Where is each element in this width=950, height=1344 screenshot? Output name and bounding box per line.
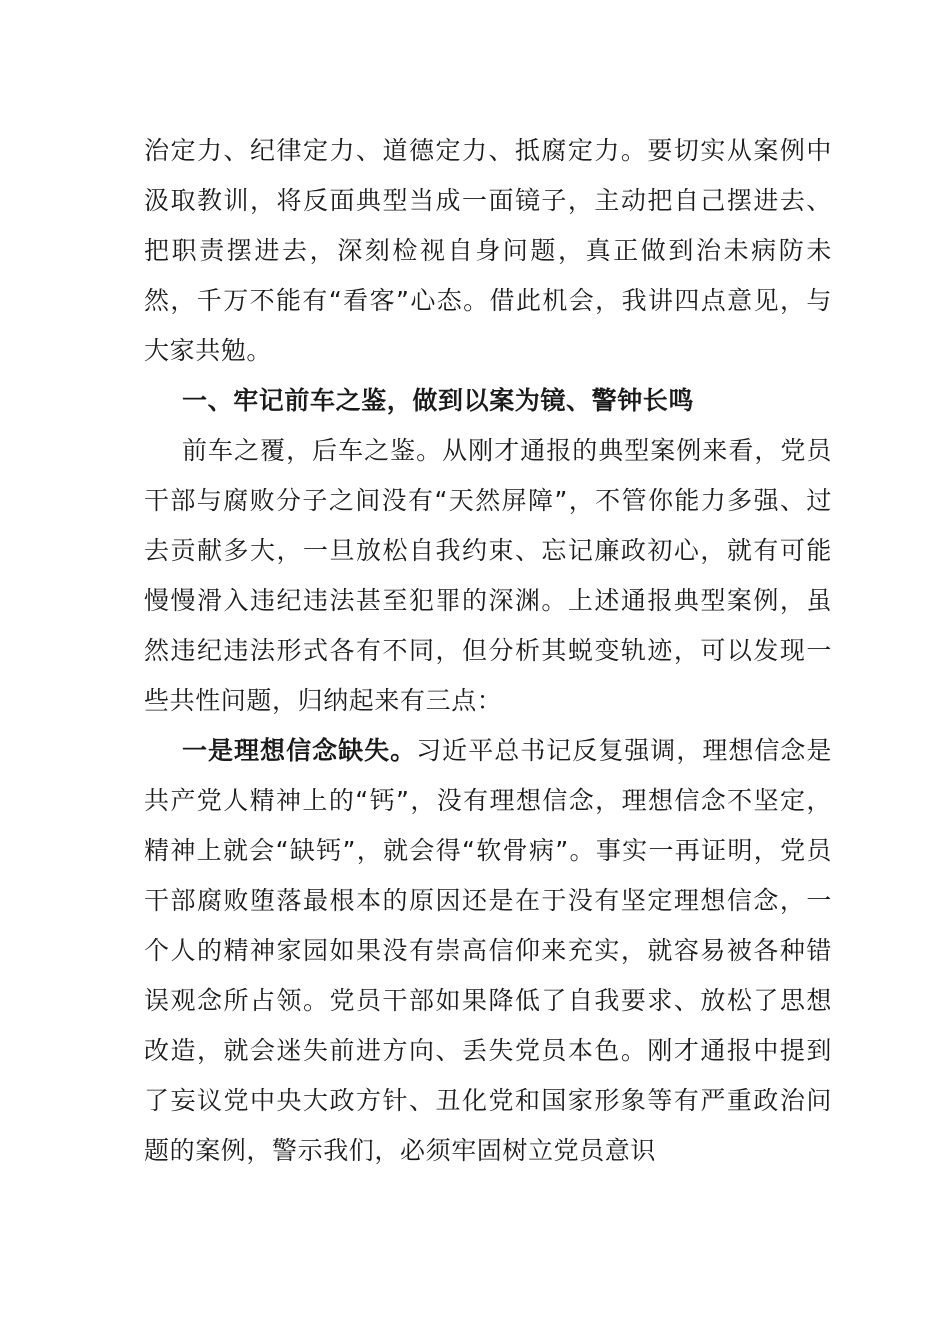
paragraph-point-one <box>144 726 832 1176</box>
paragraph-cases-overview: 前车之覆，后车之鉴。从刚才通报的典型案例来看，党员干部与腐败分子之间没有“天然屏障”，不管你能力多强、过去贡献多大，一旦放松自我约束、忘记廉政初心，就有可能慢慢滑入违纪违法甚至犯罪的深渊。上述通报典型案例，虽然违纪违法形式各有不同，但分析其蜕变轨迹，可以发现一些共性问题，归纳起来有三点： <box>144 436 832 715</box>
section-heading: 一、牢记前车之鉴，做到以案为镜、警钟长鸣 <box>182 386 695 415</box>
point-one-lead: 一是理想信念缺失。 <box>182 736 417 765</box>
point-one-body: 习近平总书记反复强调，理想信念是共产党人精神上的“钙”，没有理想信念，理想信念不坚定，精神上就会“缺钙”，就会得“软骨病”。事实一再证明，党员干部腐败堕落最根本的原因还是在于没有坚定理想信念，一个人的精神家园如果没有崇高信仰来充实，就容易被各种错误观念所占领。党员干部如果降低了自我要求、放松了思想改造，就会迷失前进方向、丢失党员本色。刚才通报中提到了妄议党中央大政方针、丑化党和国家形象等有严重政治问题的案例，警示我们，必须牢固树立党员意识 <box>144 736 832 1165</box>
paragraph-continuation: 治定力、纪律定力、道德定力、抵腐定力。要切实从案例中汲取教训，将反面典型当成一面镜子，主动把自己摆进去、把职责摆进去，深刻检视自身问题，真正做到治未病防未然，千万不能有“看客”心态。借此机会，我讲四点意见，与大家共勉。 <box>144 136 832 365</box>
document-body <box>144 126 832 1176</box>
